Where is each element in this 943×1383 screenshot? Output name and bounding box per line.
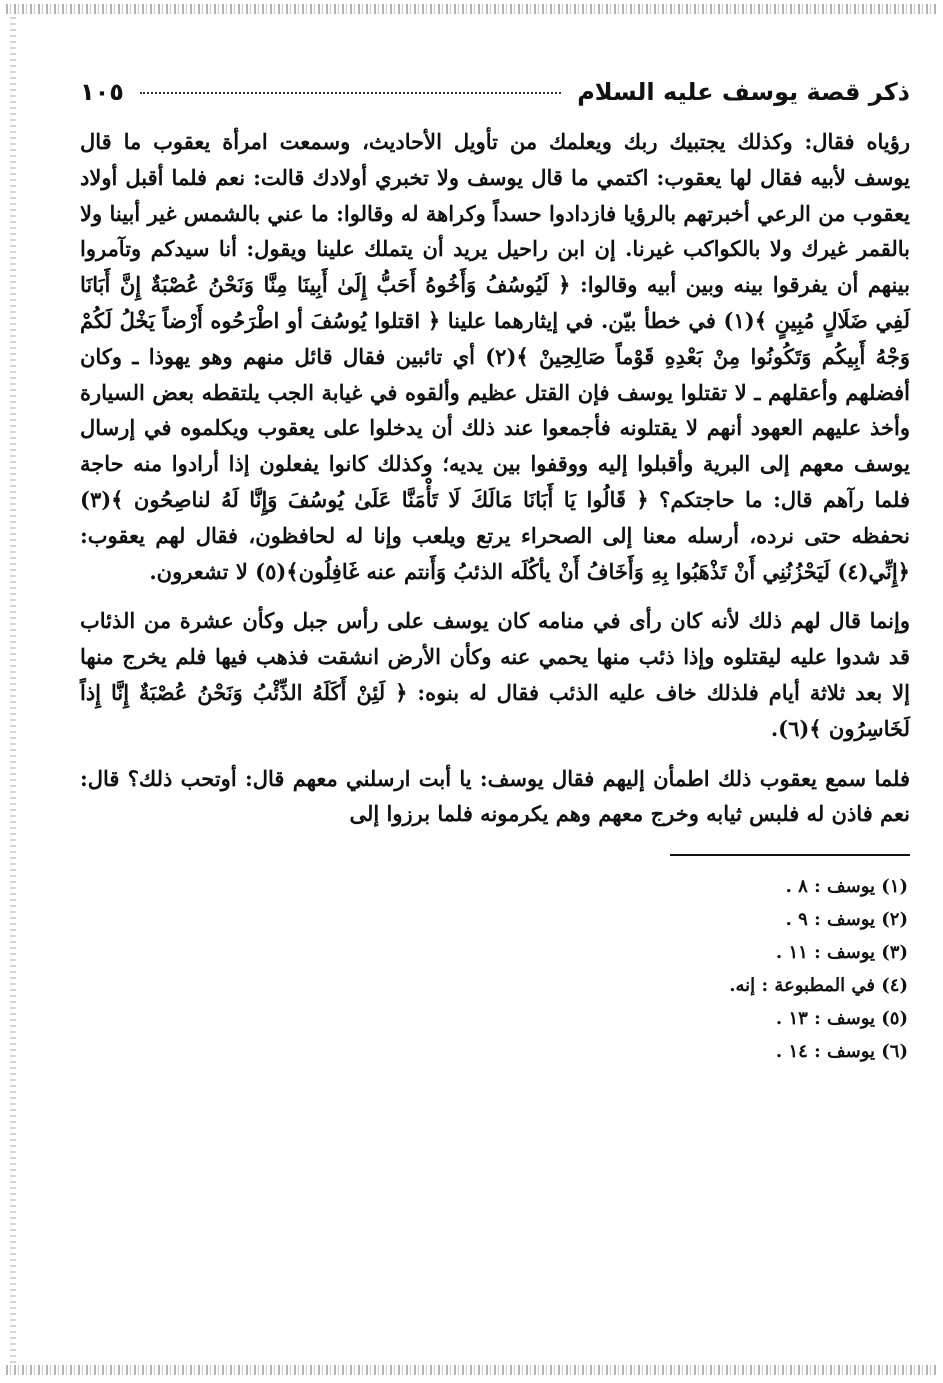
- paragraph: رؤياه فقال: وكذلك يجتبيك ربك ويعلمك من تأويل الأحاديث، وسمعت امرأة يعقوب ما قال يوسف لأبيه فقال لها يعقوب: اكتمي ما قال يوسف ولا تخبري أولادك قالت: نعم فلما أقبل أولاد يعقوب من الرعي أخبرتهم بالرؤيا فازدادوا حسداً وكراهة له وقالوا: ما عني بالشمس غير أبينا ولا بالقمر غيرك ولا بالكواكب غيرنا. إن ابن راحيل يريد أن يتملك علينا ويقول: أنا سيدكم وتآمروا بينهم أن يفرقوا بينه وبين أبيه وقالوا: ﴿ لَيُوسُفُ وَأَخُوهُ أَحَبُّ إِلَىٰ أَبِينَا مِنَّا وَنَحْنُ عُصْبَةٌ إِنَّ أَبَانَا لَفِي ضَلَالٍ مُبِينٍ ﴾(١) في خطأ بيّن. في إيثارهما علينا ﴿ اقتلوا يُوسُفَ أو اطْرَحُوه أَرْضاً يَخْلُ لَكُمْ وَجْهُ أَبِيكُم وَتَكُونُوا مِنْ بَعْدِهِ قَوْماً صَالِحِينْ ﴾(٢) أي تائبين فقال قائل منهم وهو يهوذا ـ وكان أفضلهم وأعقلهم ـ لا تقتلوا يوسف فإن القتل عظيم وألقوه في غيابة الجب يلتقطه بعض السيارة وأخذ عليهم العهود أنهم لا يقتلونه فأجمعوا عند ذلك أن يدخلوا على يعقوب ويكلموه في إرسال يوسف معهم إلى البرية وأقبلوا إليه ووقفوا بين يديه؛ وكذلك كانوا يفعلون إذا أرادوا منه حاجة فلما رآهم قال: ما حاجتكم؟ ﴿ قَالُوا يَا أَبَانَا مَالَكَ لَا تَأْمَنَّا عَلَىٰ يُوسُفَ وَإِنَّا لَهُ لناصِحُون ﴾(٣) نحفظه حتى نرده، أرسله معنا إلى الصحراء يرتع ويلعب وإنا له لحافظون، فقال لهم يعقوب: ﴿إِنِّي(٤) لَيَحْزُنُنِي أَنْ تَذْهَبُوا بِهِ وَأَخَافُ أَنْ يأكُلَه الذئبُ وَأَنتم عنه غَافِلُون﴾(٥) لا تشعرون.: [80, 129, 911, 584]
- top-ornament-border: [6, 4, 937, 14]
- paragraph: وإنما قال لهم ذلك لأنه كان رأى في منامه كان يوسف على رأس جبل وكأن عشرة من الذئاب قد شدوا عليه ليقتلوه وإذا ذئب منها يحمي عنه وكأن الأرض انشقت فذهب فيها فلم يخرج منها إلا بعد ثلاثة أيام فلذلك خاف عليه الذئب فقال له بنوه: ﴿ لَئِنْ أَكَلَهُ الذِّئْبُ وَنَحْنُ عُصْبَةٌ إِنَّا إِذاً لَخَاسِرُون ﴾(٦).: [80, 608, 910, 741]
- page-number: ١٠٥: [80, 78, 124, 106]
- footnote: (٤) في المطبوعة : إنه.: [729, 975, 908, 997]
- running-header: [80, 78, 910, 118]
- footnote: (٦) يوسف : ١٤ .: [775, 1041, 908, 1063]
- left-ornament-border: [10, 14, 16, 1363]
- chapter-title: ذكر قصة يوسف عليه السلام: [577, 78, 910, 106]
- footnote-separator: [670, 854, 910, 856]
- footnote: (٥) يوسف : ١٣ .: [775, 1008, 908, 1030]
- bottom-ornament-border: [6, 1365, 937, 1375]
- footnote: (٣) يوسف : ١١ .: [775, 942, 908, 964]
- main-text: [80, 124, 910, 832]
- footnote: (٢) يوسف : ٩ .: [785, 909, 908, 931]
- book-page: [80, 78, 910, 1068]
- paragraph: فلما سمع يعقوب ذلك اطمأن إليهم فقال يوسف: يا أبت ارسلني معهم قال: أوتحب ذلك؟ قال: نعم فاذن له فلبس ثيابه وخرج معهم وهم يكرمونه فلما برزوا إلى: [80, 765, 910, 827]
- header-dot-leader: [140, 92, 561, 94]
- footnotes: [80, 870, 910, 1068]
- footnote: (١) يوسف : ٨ .: [785, 876, 908, 898]
